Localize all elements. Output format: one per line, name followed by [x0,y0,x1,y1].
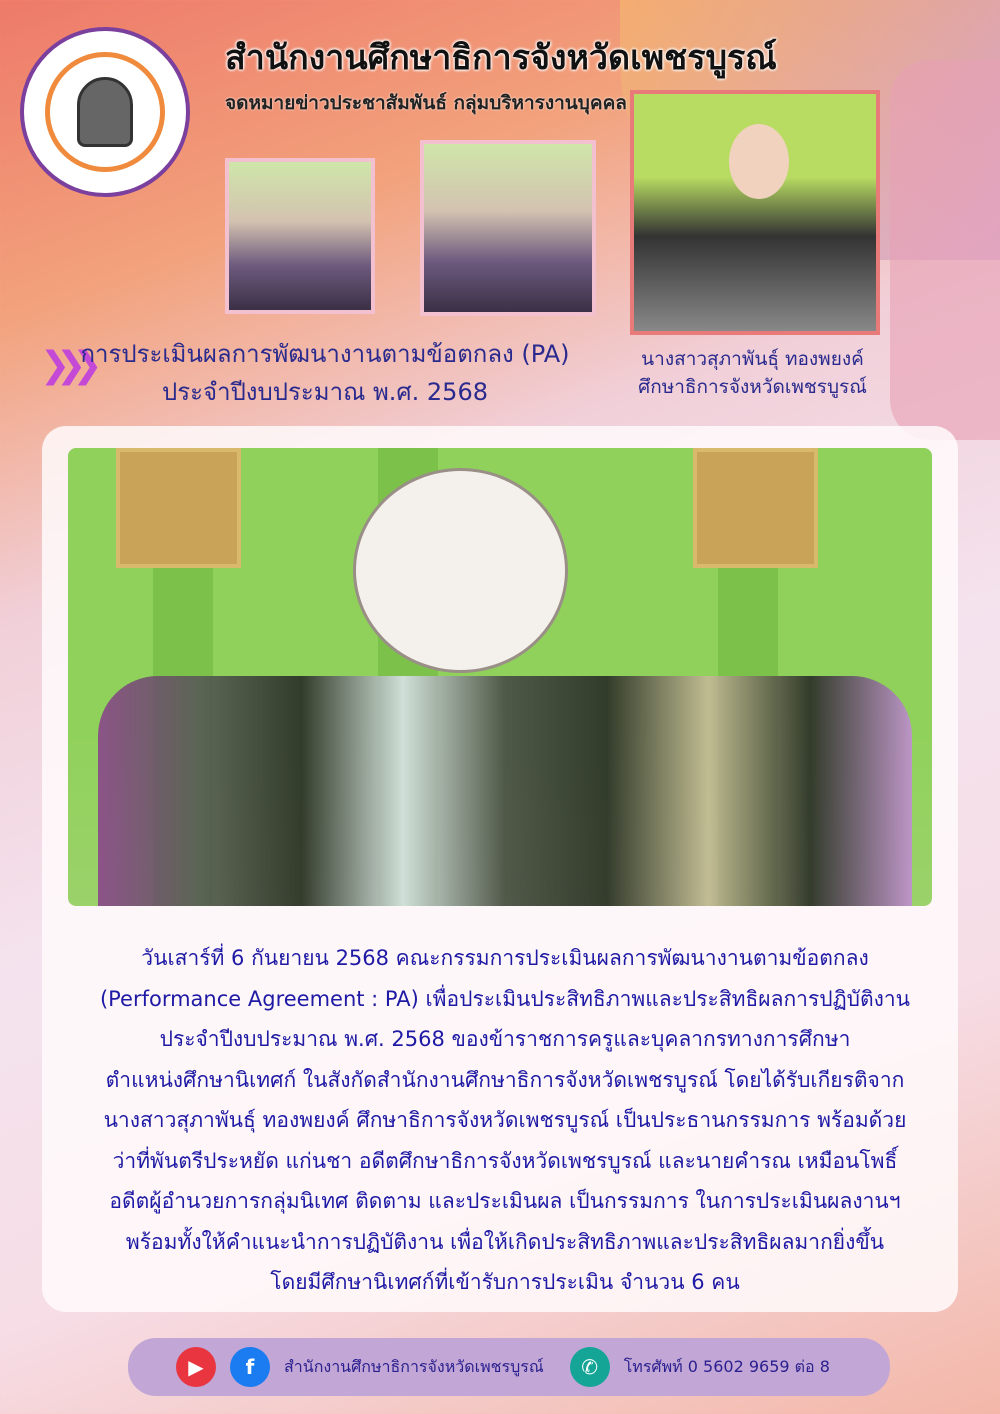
body-line: อดีตผู้อำนวยการกลุ่มนิเทศ ติดตาม และประเมินผล เป็นกรรมการ ในการประเมินผลงานฯ [109,1189,901,1213]
article-body [70,938,940,1303]
footer-bar [128,1338,890,1396]
body-line: (Performance Agreement : PA) เพื่อประเมินประสิทธิภาพและประสิทธิผลการปฏิบัติงาน [99,986,911,1011]
seal-emblem [353,468,568,673]
facebook-icon[interactable]: f [230,1347,270,1387]
person-position: ศึกษาธิการจังหวัดเพชรบูรณ์ [638,376,867,398]
portrait-photo [630,90,880,335]
headline [80,335,570,411]
decorative-blob [890,60,1000,440]
chevrons-icon: ❯❯❯ [40,345,89,386]
office-logo [20,27,190,197]
meeting-photo-2 [420,140,596,316]
phone-icon: ✆ [570,1347,610,1387]
footer-org: สำนักงานศึกษาธิการจังหวัดเพชรบูรณ์ [284,1356,544,1376]
headline-line1: การประเมินผลการพัฒนางานตามข้อตกลง (PA) [80,340,570,368]
body-line: โดยมีศึกษานิเทศก์ที่เข้ารับการประเมิน จำนวน 6 คน [270,1270,740,1294]
person-caption [630,345,875,401]
body-line: พร้อมทั้งให้คำแนะนำการปฏิบัติงาน เพื่อให้เกิดประสิทธิภาพและประสิทธิผลมากยิ่งขึ้น [125,1229,885,1254]
page-subtitle: จดหมายข่าวประชาสัมพันธ์ กลุ่มบริหารงานบุคคล [225,92,627,114]
meeting-photo-1 [225,158,375,314]
body-line: นางสาวสุภาพันธุ์ ทองพยงค์ ศึกษาธิการจังหวัดเพชรบูรณ์ เป็นประธานกรรมการ พร้อมด้วย [103,1108,907,1132]
emblem-icon [77,77,133,147]
page-title: สำนักงานศึกษาธิการจังหวัดเพชรบูรณ์ [225,38,777,78]
body-line: ตำแหน่งศึกษานิเทศก์ ในสังกัดสำนักงานศึกษาธิการจังหวัดเพชรบูรณ์ โดยได้รับเกียรติจาก [105,1067,905,1092]
person-name: นางสาวสุภาพันธุ์ ทองพยงค์ [641,348,864,370]
body-line: ประจำปีงบประมาณ พ.ศ. 2568 ของข้าราชการครูและบุคลากรทางการศึกษา [159,1027,851,1051]
headline-line2: ประจำปีงบประมาณ พ.ศ. 2568 [162,378,488,406]
group-photo [68,448,932,906]
body-line: ว่าที่พันตรีประหยัด แก่นชา อดีตศึกษาธิการจังหวัดเพชรบูรณ์ และนายคำรณ เหมือนโพธิ์ [112,1148,898,1173]
youtube-icon[interactable]: ▶ [176,1347,216,1387]
footer-phone: โทรศัพท์ 0 5602 9659 ต่อ 8 [623,1356,830,1376]
body-line: วันเสาร์ที่ 6 กันยายน 2568 คณะกรรมการประเมินผลการพัฒนางานตามข้อตกลง [141,946,869,970]
